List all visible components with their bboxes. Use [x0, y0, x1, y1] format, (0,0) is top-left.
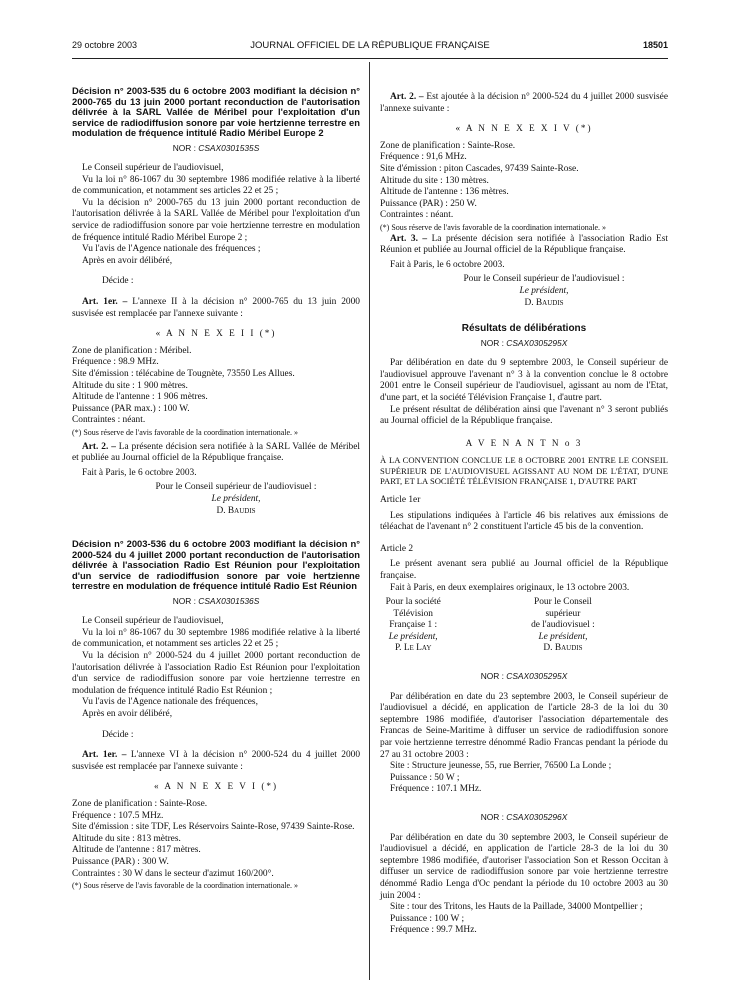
- article-1-text: Les stipulations indiquées à l'article 46 bis relatives aux émissions de téléachat de l'avenant n° 2 constituent l'article 45 bis de la convention.: [380, 510, 668, 533]
- d2-annex-line: Altitude du site : 813 mètres.: [72, 833, 181, 844]
- right-column: [380, 92, 668, 937]
- results-nor-1: NOR : CSAX0305295X: [480, 337, 568, 348]
- d2-annex-line: Contraintes : 30 W dans le secteur d'azimut 160/200°.: [72, 868, 274, 879]
- d1-vu-loi: Vu la loi n° 86-1067 du 30 septembre 1986 modifiée relative à la liberté de communication, et notamment ses articles 22 et 25 ;: [72, 174, 360, 197]
- avenant-subtitle: À LA CONVENTION CONCLUE LE 8 OCTOBRE 2001 ENTRE LE CONSEIL SUPÉRIEUR DE L'AUDIOVISUEL AGISSANT AU NOM DE L'ÉTAT, D'UNE PART, ET LA SOCIÉTÉ TÉLÉVISION FRANÇAISE 1, D'AUTRE PART: [380, 455, 668, 487]
- decision-535-nor: NOR : CSAX0301535S: [172, 142, 260, 153]
- radio-francas-line: Fréquence : 107.1 MHz.: [390, 784, 482, 795]
- result-radio-lenga-doc: Par délibération en date du 30 septembre 2003, le Conseil supérieur de l'audiovisuel a décidé, en application de l'article 28-3 de la loi du 30 septembre 1986 modifiée, d'autoriser l'association Son et Resson Occitan à diffuser un service de radiodiffusion sonore par voie hertzienne terrestre dénommé Radio Lenga d'Oc pendant la période du 10 octobre 2003 au 30 juin 2004 :: [380, 832, 668, 901]
- radio-lenga-line: Site : tour des Tritons, les Hauts de la Paillade, 34000 Montpellier ;: [390, 902, 643, 913]
- xiv-annex-line: Altitude de l'antenne : 136 mètres.: [380, 187, 509, 198]
- d2-intro: Le Conseil supérieur de l'audiovisuel,: [82, 616, 224, 627]
- header-page-number: 18501: [642, 40, 668, 50]
- d2-vu-avis: Vu l'avis de l'Agence nationale des fréquences,: [82, 697, 258, 708]
- article-2-text: Le présent avenant sera publié au Journal officiel de la République française.: [380, 559, 668, 581]
- xiv-annex-line: Zone de planification : Sainte-Rose.: [380, 140, 516, 151]
- d2-apres: Après en avoir délibéré,: [82, 708, 173, 719]
- d2-article-1: Art. 1er. – L'annexe VI à la décision n° 2000-524 du 4 juillet 2000 susvisée est remplacée par l'annexe suivante :: [72, 750, 361, 772]
- results-nor-3: NOR : CSAX0305296X: [480, 812, 568, 822]
- d1-place-date: Fait à Paris, le 6 octobre 2003.: [82, 467, 197, 478]
- result-1-publication: Le présent résultat de délibération ainsi que l'avenant n° 3 seront publiés au Journal officiel de la République française.: [380, 404, 668, 427]
- xiv-annex-line: Contraintes : néant.: [380, 210, 454, 221]
- d2-article-2: Art. 2. – Est ajoutée à la décision n° 2000-524 du 4 juillet 2000 susvisée l'annexe suivante :: [380, 92, 668, 114]
- radio-francas-line: Site : Structure jeunesse, 55, rue Berrier, 76500 La Londe ;: [390, 761, 612, 772]
- d1-intro: Le Conseil supérieur de l'audiovisuel,: [82, 163, 224, 174]
- header-journal-title: JOURNAL OFFICIEL DE LA RÉPUBLIQUE FRANÇAISE: [250, 40, 490, 51]
- avenant-place-date: Fait à Paris, en deux exemplaires originaux, le 13 octobre 2003.: [390, 582, 630, 593]
- d1-annex-line: Puissance (PAR max.) : 100 W.: [72, 403, 190, 414]
- d2-article-3: Art. 3. – La présente décision sera notifiée à l'association Radio Est Réunion et publiée au Journal officiel de la République française.: [380, 233, 669, 256]
- d2-annex-line: Zone de planification : Sainte-Rose.: [72, 798, 208, 809]
- signature-tf1: Pour la société Télévision Française 1 : Le président, P. Le Lay: [385, 597, 441, 654]
- d2-place-date: Fait à Paris, le 6 octobre 2003.: [390, 259, 505, 270]
- d1-decide: Décide :: [102, 276, 134, 287]
- result-1: Par délibération en date du 9 septembre 2003, le Conseil supérieur de l'audiovisuel approuve l'avenant n° 3 à la convention conclue le 8 octobre 2001 entre le Conseil supérieur de l'audiovisuel, agissant au nom de l'Etat, d'une part, et la société Télévision Française 1, d'autre part.: [380, 358, 668, 404]
- decision-536-title: Décision n° 2003-536 du 6 octobre 2003 modifiant la décision n° 2000-524 du 4 juillet 2000 portant reconduction de l'autorisation délivrée à l'association Radio Est Réunion pour l'exploitation d'un service de radiodiffusion sonore par voie hertzienne terrestre en modulation de fréquence intitulé Radio Est Réunion: [72, 538, 360, 592]
- d2-annex-line: Fréquence : 107.5 MHz.: [72, 810, 164, 821]
- avenant-title: A V E N A N T N o 3: [465, 437, 583, 448]
- d2-signature: Pour le Conseil supérieur de l'audiovisuel : Le président, D. Baudis: [463, 274, 625, 308]
- d1-annex-line: Zone de planification : Méribel.: [72, 345, 192, 356]
- left-column: [72, 86, 360, 892]
- results-heading: Résultats de délibérations: [461, 323, 587, 335]
- d2-footnote: (*) Sous réserve de l'avis favorable de la coordination internationale. »: [72, 881, 299, 891]
- article-1-heading: Article 1er: [380, 494, 421, 505]
- xiv-annex-line: Fréquence : 91,6 MHz.: [380, 152, 467, 163]
- d1-annex-line: Site d'émission : télécabine de Tougnète, 73550 Les Allues.: [72, 369, 295, 379]
- d1-footnote: (*) Sous réserve de l'avis favorable de la coordination internationale. »: [72, 427, 299, 437]
- header-rule: [72, 58, 668, 59]
- xiv-annex-line: Site d'émission : piton Cascades, 97439 Sainte-Rose.: [380, 163, 579, 174]
- d1-vu-avis: Vu l'avis de l'Agence nationale des fréquences ;: [82, 244, 261, 255]
- d2-annex-title: « A N N E X E V I (*): [153, 781, 279, 792]
- d2-annex-line: Altitude de l'antenne : 817 mètres.: [72, 845, 201, 856]
- d2-vu-loi: Vu la loi n° 86-1067 du 30 septembre 1986 modifiée relative à la liberté de communication, et notamment ses articles 22 et 25 ;: [72, 627, 360, 650]
- radio-lenga-line: Puissance : 100 W ;: [390, 913, 465, 924]
- xiv-annex-line: Puissance (PAR) : 250 W.: [380, 198, 477, 209]
- column-divider: [369, 62, 370, 980]
- radio-lenga-line: Fréquence : 99.7 MHz.: [390, 925, 477, 936]
- d1-annex-line: Contraintes : néant.: [72, 415, 146, 426]
- d2-annex-xiv-title: « A N N E X E X I V (*): [455, 123, 593, 134]
- d2-decide: Décide :: [102, 729, 134, 740]
- d1-annex-line: Altitude de l'antenne : 1 906 mètres.: [72, 392, 208, 403]
- xiv-footnote: (*) Sous réserve de l'avis favorable de la coordination internationale. »: [380, 222, 607, 232]
- d2-annex-line: Puissance (PAR) : 300 W.: [72, 856, 169, 867]
- radio-francas-line: Puissance : 50 W ;: [390, 772, 460, 783]
- d1-annex-line: Fréquence : 98.9 MHz.: [72, 357, 159, 368]
- d1-article-2: Art. 2. – La présente décision sera notifiée à la SARL Vallée de Méribel et publiée au Journal officiel de la République française.: [72, 441, 361, 464]
- results-nor-2: NOR : CSAX0305295X: [480, 671, 568, 682]
- d2-vu-decision: Vu la décision n° 2000-524 du 4 juillet 2000 portant reconduction de l'autorisation délivrée à l'association Radio Est Réunion pour l'exploitation d'un service de radiodiffusion sonore par voie hertzienne terrestre en modulation de fréquence intitulé Radio Est Réunion ;: [72, 651, 360, 696]
- d1-annex-line: Altitude du site : 1 900 mètres.: [72, 380, 188, 391]
- d1-apres: Après en avoir délibéré,: [82, 255, 173, 266]
- d1-vu-decision: Vu la décision n° 2000-765 du 13 juin 2000 portant reconduction de l'autorisation délivrée à la SARL Vallée de Méribel pour l'exploitation d'un service de radiodiffusion sonore par voie hertzienne terrestre en modulation de fréquence intitulé Radio Méribel Europe 2 ;: [72, 197, 360, 243]
- d1-annex-title: « A N N E X E I I (*): [155, 328, 277, 339]
- avenant-signatures: [380, 597, 668, 655]
- signature-csa: Pour le Conseil supérieur de l'audiovisuel : Le président, D. Baudis: [531, 597, 595, 654]
- d1-article-1: Art. 1er. – L'annexe II à la décision n° 2000-765 du 13 juin 2000 susvisée est remplacée par l'annexe suivante :: [72, 297, 360, 319]
- decision-536-nor: NOR : CSAX0301536S: [172, 595, 260, 606]
- article-2-heading: Article 2: [380, 543, 414, 554]
- decision-535-title: Décision n° 2003-535 du 6 octobre 2003 modifiant la décision n° 2000-765 du 13 juin 2000 portant reconduction de l'autorisation délivrée à la SARL Vallée de Méribel pour l'exploitation d'un service de radiodiffusion sonore par voie hertzienne terrestre en modulation de fréquence intitulé Radio Méribel Europe 2: [72, 85, 360, 138]
- d2-annex-line: Site d'émission : site TDF, Les Réservoirs Sainte-Rose, 97439 Sainte-Rose.: [72, 822, 355, 833]
- xiv-annex-line: Altitude du site : 130 mètres.: [380, 175, 489, 186]
- page-header: [72, 40, 668, 54]
- header-date: 29 octobre 2003: [72, 40, 138, 50]
- result-radio-francas: Par délibération en date du 23 septembre 2003, le Conseil supérieur de l'audiovisuel a décidé, en application de l'article 28-3 de la loi du 30 septembre 1986 modifiée, d'autoriser l'association départementale des Francas de Seine-Maritime à diffuser un service de radiodiffusion sonore par voie hertzienne terrestre dénommé Radio Francas pendant la période du 27 au 31 octobre 2003 :: [380, 691, 668, 760]
- d1-signature: Pour le Conseil supérieur de l'audiovisuel : Le président, D. Baudis: [155, 482, 317, 516]
